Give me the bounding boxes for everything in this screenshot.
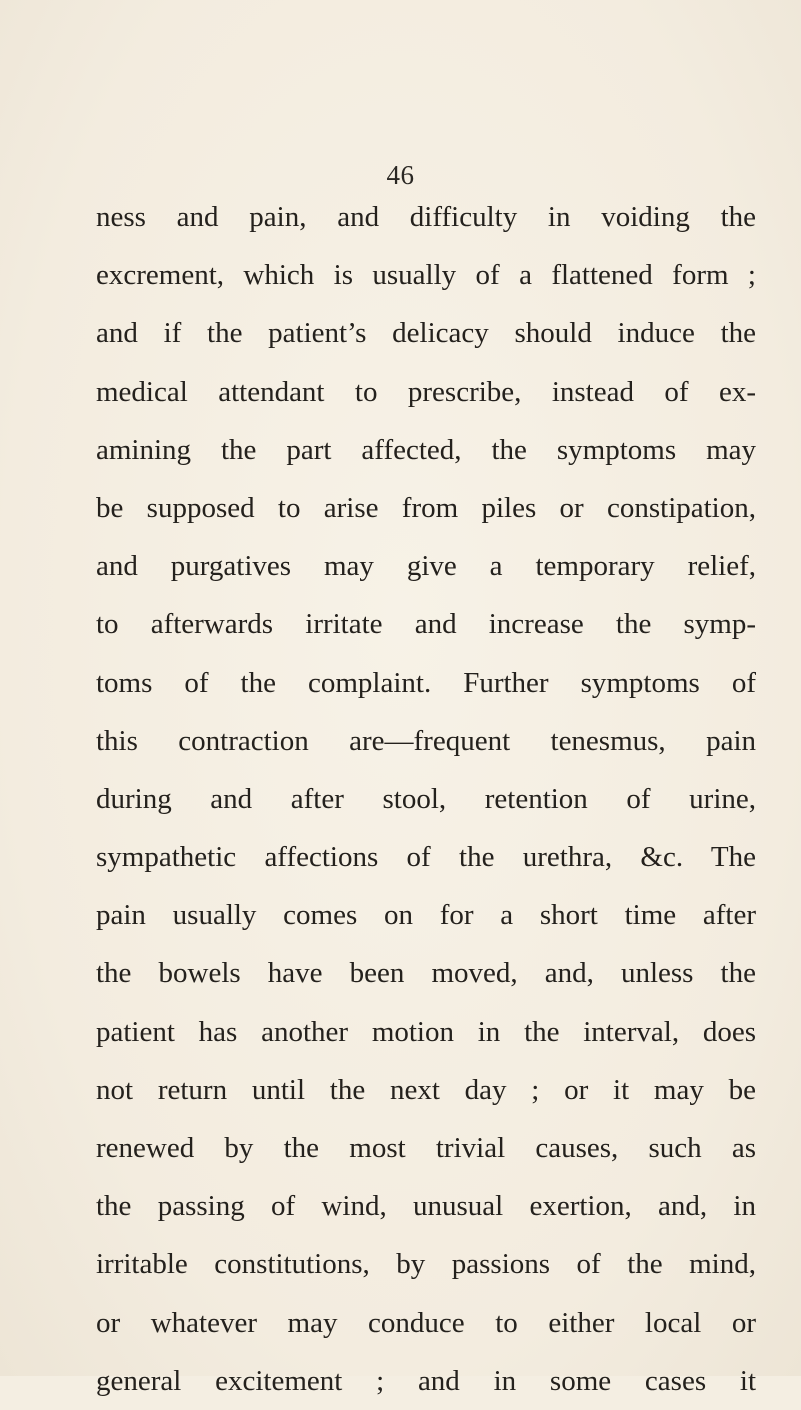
text-line: this contraction are—frequent tenesmus, pain [96, 724, 756, 757]
text-line: and purgatives may give a temporary relief, [96, 550, 756, 583]
page-number: 46 [386, 160, 415, 190]
text-line: or whatever may conduce to either local or [96, 1306, 756, 1339]
text-line: amining the part affected, the symptoms may [96, 433, 756, 466]
text-line: ness and pain, and difficulty in voiding the [96, 201, 756, 233]
text-line: renewed by the most trivial causes, such as [96, 1132, 756, 1164]
text-line: excrement, which is usually of a flattened form ; [96, 259, 756, 292]
text-line: to afterwards irritate and increase the symp- [96, 608, 756, 641]
text-line: during and after stool, retention of urine, [96, 782, 756, 815]
text-line: the bowels have been moved, and, unless the [96, 957, 756, 990]
text-line: pain usually comes on for a short time after [96, 899, 756, 932]
text-line: be supposed to arise from piles or constipation, [96, 491, 756, 524]
text-line: sympathetic affections of the urethra, &c. The [96, 841, 756, 874]
body-text [96, 188, 756, 1410]
text-line: patient has another motion in the interval, does [96, 1015, 756, 1048]
text-line: general excitement ; and in some cases it [96, 1364, 756, 1397]
text-line: and if the patient’s delicacy should induce the [96, 317, 756, 350]
text-line: not return until the next day ; or it may be [96, 1073, 756, 1106]
text-line: medical attendant to prescribe, instead of ex- [96, 375, 756, 408]
text-line: toms of the complaint. Further symptoms of [96, 666, 756, 699]
text-line: the passing of wind, unusual exertion, and, in [96, 1190, 756, 1223]
text-line: irritable constitutions, by passions of the mind, [96, 1248, 756, 1281]
